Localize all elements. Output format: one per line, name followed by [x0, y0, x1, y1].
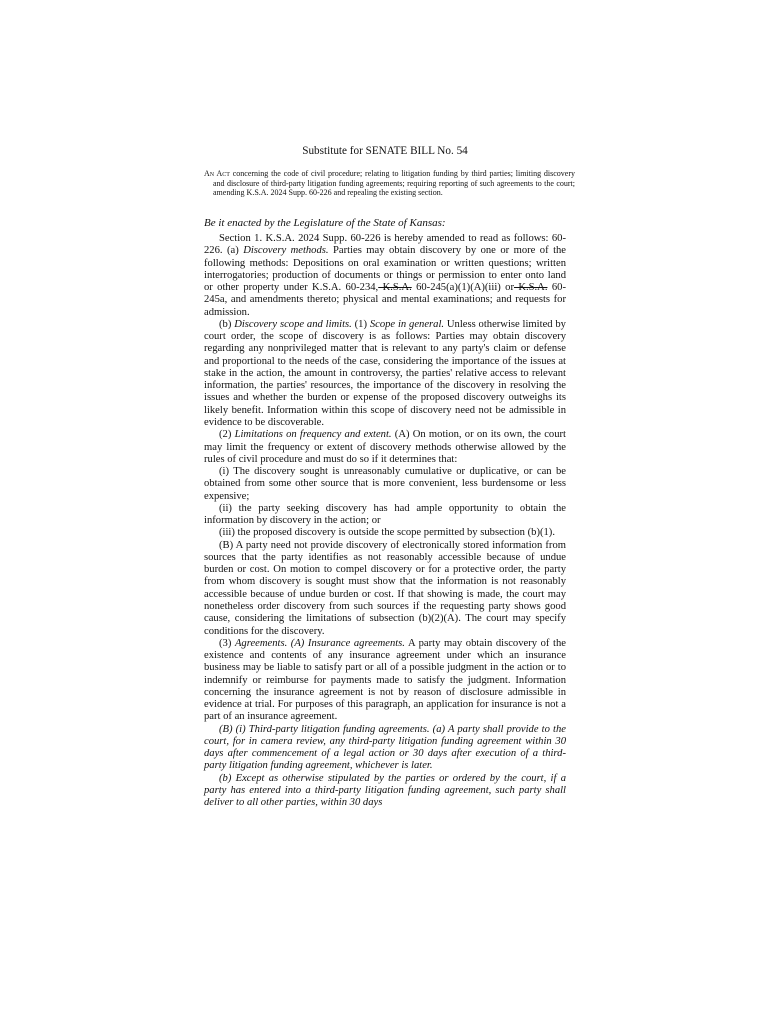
bill-title: Substitute for SENATE BILL No. 54 [302, 145, 468, 157]
text: Section 1. K.S.A. 2024 Supp. 60-226 is hereby amended to read as follows: 60-226. (a) [204, 233, 566, 257]
paragraph-iii: (iii) the proposed discovery is outside the scope permitted by subsection (b)(1). [219, 527, 555, 539]
act-text: concerning the code of civil procedure; relating to litigation funding by third parties; limiting discovery and disclosure of third-party litigation funding agreements; requiring reporting of such agreements to the court; amending K.S.A. 2024 Supp. 60-226 and repealing the existing section. [213, 169, 575, 198]
heading: Scope in general. [369, 318, 445, 330]
act-summary [204, 169, 575, 198]
paragraph-a [204, 233, 566, 319]
text: Parties may obtain discovery by one or more of the following methods: Depositions on oral examination or written questions; written interrogatories; production of documents or things or permission to enter onto land or other property under K.S.A. 60-234, [204, 245, 567, 294]
stricken-text: K.S.A. [513, 282, 548, 294]
paragraph-ii: (ii) the party seeking discovery has had ample opportunity to obtain the information by discovery in the action; or [204, 502, 566, 527]
bill-body [204, 233, 566, 809]
paragraph-b2 [204, 429, 566, 466]
paragraph-new-funding: (B) (i) Third-party litigation funding agreements. (a) A party shall provide to the court, for in camera review, any third-party litigation funding agreement within 30 days after commencement of a legal action or 30 days after execution of a third-party litigation funding agreement, whichever is later. [204, 723, 566, 772]
text: 60-245a, and amendments thereto; physical and mental examinations; and requests for admission. [204, 282, 566, 318]
paragraph-b [204, 319, 566, 429]
text: (b) [219, 318, 235, 330]
text: (1) [351, 318, 370, 330]
heading: Agreements. (A) Insurance agreements. [234, 637, 405, 649]
paragraph-b3 [204, 638, 566, 724]
text: (A) On motion, or on its own, the court may limit the frequency or extent of discovery methods otherwise allowed by the rules of civil procedure and must do so if it determines that: [204, 429, 566, 465]
act-lead: An Act [204, 169, 230, 178]
text: 60-245(a)(1)(A)(iii) or [411, 282, 514, 294]
text: A party may obtain discovery of the existence and contents of any insurance agreement under which an insurance business may be liable to satisfy part or all of a possible judgment in the action or to indemnify or reimburse for payments made to satisfy the judgment. Information concerning the insurance agreement is not by reason of disclosure admissible in evidence at trial. For purposes of this paragraph, an application for insurance is not a part of an insurance agreement. [204, 637, 566, 723]
text: (2) [219, 429, 235, 441]
text: Unless otherwise limited by court order, the scope of discovery is as follows: Parties may obtain discovery regarding any nonprivileged matter that is relevant to any party's claim or defense and proportional to the needs of the case, considering the importance of the issues at stake in the action, the amount in controversy, the parties' relative access to relevant information, the parties' resources, the importance of the discovery in resolving the issues and whether the burden or expense of the proposed discovery outweighs its likely benefit. Information within this scope of discovery need not be admissible in evidence to be discoverable. [204, 318, 566, 428]
paragraph-i: (i) The discovery sought is unreasonably cumulative or duplicative, or can be obtained from some other source that is more convenient, less burdensome or less expensive; [204, 466, 566, 502]
paragraph-B: (B) A party need not provide discovery of electronically stored information from sources that the party identifies as not reasonably accessible because of undue burden or cost. On motion to compel discovery or for a protective order, the party from whom discovery is sought must show that the information is not reasonably accessible because of undue burden or cost. If that showing is made, the court may nonetheless order discovery from such sources if the requesting party shows good cause, considering the limitations of subsection (b)(2)(A). The court may specify conditions for the discovery. [204, 539, 566, 637]
text: (3) [219, 637, 235, 649]
heading: Discovery scope and limits. [234, 318, 352, 330]
paragraph-new-delivery: (b) Except as otherwise stipulated by the parties or ordered by the court, if a party has entered into a third-party litigation funding agreement, such party shall deliver to all other parties, within 30 days [204, 772, 566, 809]
heading: Limitations on frequency and extent. [234, 429, 392, 441]
stricken-text: K.S.A. [378, 282, 412, 294]
enacting-clause: Be it enacted by the Legislature of the State of Kansas: [204, 217, 446, 229]
heading: Discovery methods. [243, 245, 329, 257]
